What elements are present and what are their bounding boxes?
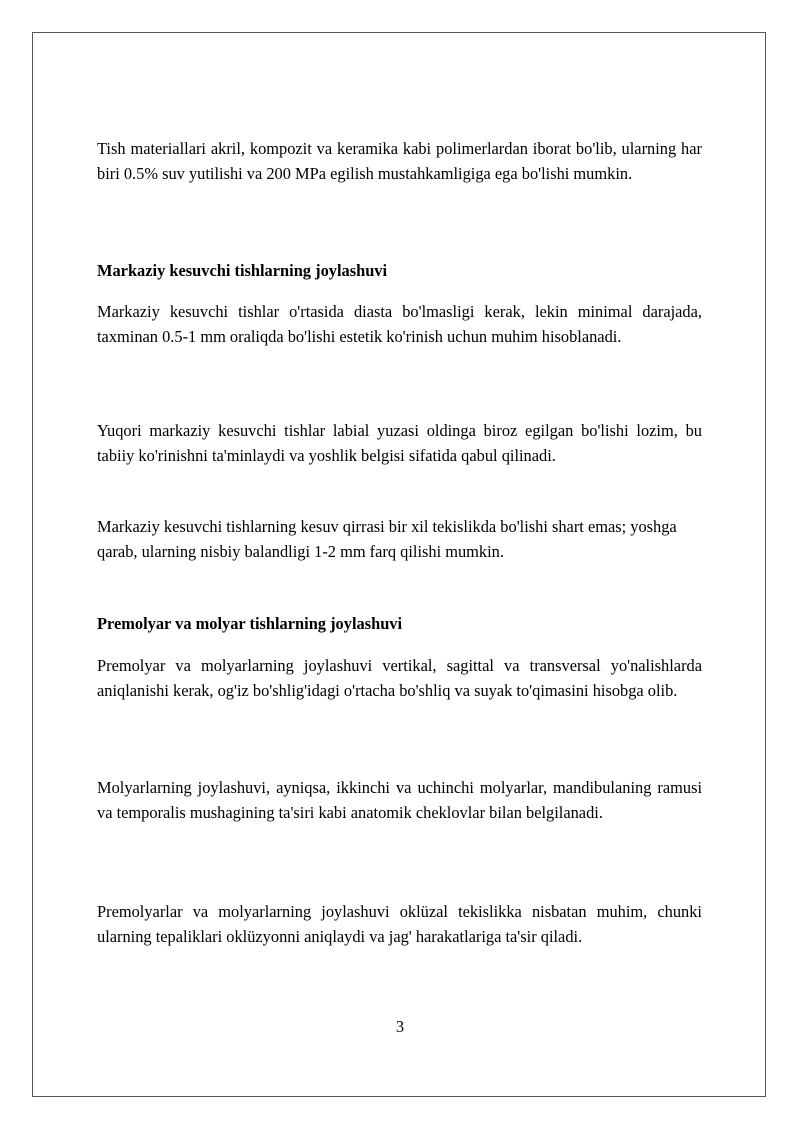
- paragraph-tish-materiallari: Tish materiallari akril, kompozit va keramika kabi polimerlardan iborat bo'lib, ularning har biri 0.5% suv yutilishi va 200 MPa egilish mustahkamligiga ega bo'lishi mumkin.: [97, 139, 702, 183]
- heading-premolyar-molyar: Premolyar va molyar tishlarning joylashuvi: [97, 614, 403, 633]
- paragraph-diasta: Markaziy kesuvchi tishlar o'rtasida diasta bo'lmasligi kerak, lekin minimal darajada, taxminan 0.5-1 mm oraliqda bo'lishi estetik ko'rinish uchun muhim hisoblanadi.: [97, 302, 702, 346]
- paragraph-molyar-joylashuvi: Molyarlarning joylashuvi, ayniqsa, ikkinchi va uchinchi molyarlar, mandibulaning ramusi va temporalis mushagining ta'siri kabi anatomik cheklovlar bilan belgilanadi.: [97, 778, 702, 822]
- paragraph-okluzal-tekislik: Premolyarlar va molyarlarning joylashuvi oklüzal tekislikka nisbatan muhim, chunki ularning tepaliklari oklüzyonni aniqlaydi va jag' harakatlariga ta'sir qiladi.: [97, 902, 702, 946]
- paragraph-kesuv-qirrasi: Markaziy kesuvchi tishlarning kesuv qirrasi bir xil tekislikda bo'lishi shart emas; yoshga qarab, ularning nisbiy balandligi 1-2 mm farq qilishi mumkin.: [97, 517, 677, 561]
- page-number: 3: [395, 1017, 405, 1036]
- paragraph-premolyar-joylashuvi: Premolyar va molyarlarning joylashuvi vertikal, sagittal va transversal yo'nalishlarda aniqlanishi kerak, og'iz bo'shlig'idagi o'rtacha bo'shliq va suyak to'qimasini hisobga olib.: [97, 656, 702, 700]
- heading-markaziy-kesuvchi: Markaziy kesuvchi tishlarning joylashuvi: [97, 261, 388, 280]
- paragraph-labial-yuzasi: Yuqori markaziy kesuvchi tishlar labial yuzasi oldinga biroz egilgan bo'lishi lozim, bu tabiiy ko'rinishni ta'minlaydi va yoshlik belgisi sifatida qabul qilinadi.: [97, 421, 702, 465]
